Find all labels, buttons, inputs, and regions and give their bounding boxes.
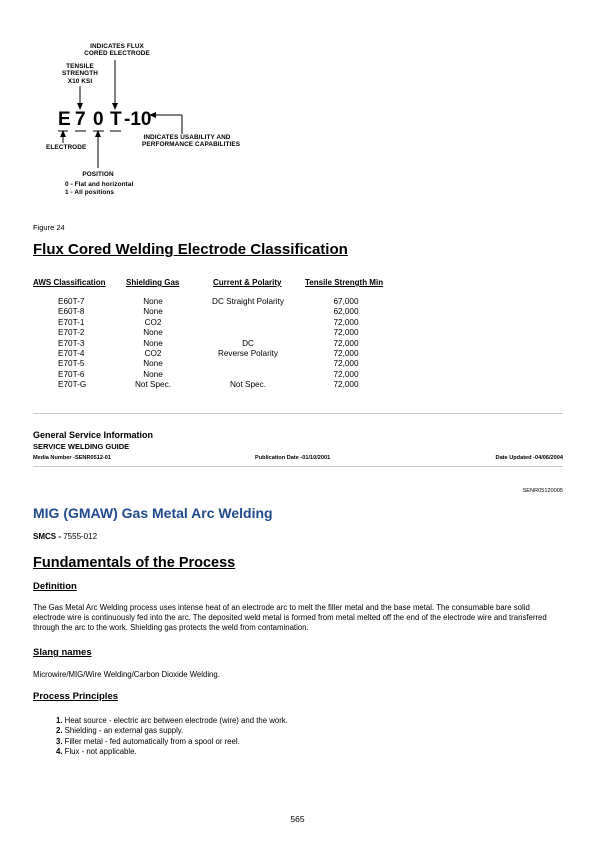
table-cell: E70T-6 (58, 369, 85, 379)
table-cell: CO2 (144, 349, 162, 358)
position-item-flat: 0 - Flat and horizontal (65, 181, 134, 188)
position-label: POSITION (82, 171, 114, 178)
table-cell: Reverse Polarity (217, 349, 279, 358)
tensile-strength-label: TENSILE STRENGTH X10 KSI (62, 63, 98, 85)
list-item: 2. Shielding - an external gas supply. (56, 726, 184, 736)
table-cell: DC Straight Polarity (212, 297, 284, 306)
publication-date: Publication Date -01/10/2001 (255, 455, 331, 461)
table-cell: None (143, 359, 163, 369)
usability-label: INDICATES USABILITY AND PERFORMANCE CAPABILITIES (142, 134, 241, 149)
table-cell: E70T-5 (58, 359, 85, 369)
table-cell: E70T-3 (58, 338, 85, 348)
table-cell: None (143, 328, 163, 338)
slang-heading: Slang names (33, 647, 92, 658)
info-subtitle: SERVICE WELDING GUIDE (33, 442, 130, 451)
code-7: 7 (75, 109, 86, 130)
slang-text: Microwire/MIG/Wire Welding/Carbon Dioxide Welding. (33, 670, 220, 679)
info-divider (33, 466, 563, 467)
table-cell: None (143, 297, 163, 306)
flux-cored-label: INDICATES FLUX CORED ELECTRODE (84, 43, 150, 58)
code-t: T (110, 109, 122, 130)
table-cell: 72,000 (333, 380, 359, 390)
flux-section-title: Flux Cored Welding Electrode Classification (33, 241, 348, 258)
table-cell: 72,000 (333, 328, 359, 338)
table-cell: DC (242, 338, 254, 348)
page-number: 565 (290, 814, 305, 824)
table-cell: None (143, 307, 163, 317)
table-cell: Not Spec. (230, 380, 266, 390)
fundamentals-title: Fundamentals of the Process (33, 555, 236, 571)
header-current: Current & Polarity (213, 278, 282, 287)
table-cell: Not Spec. (135, 380, 171, 390)
list-item: 1. Heat source - electric arc between electrode (wire) and the work. (56, 716, 288, 725)
info-title: General Service Information (33, 430, 154, 440)
figure-caption: Figure 24 (33, 223, 65, 232)
position-item-all: 1 - All positions (65, 189, 115, 196)
principles-heading: Process Principles (33, 691, 119, 702)
table-cell: 72,000 (333, 369, 359, 379)
table-cell: E70T-4 (58, 349, 85, 358)
smcs-label: SMCS - (33, 532, 61, 541)
principles-list (56, 716, 288, 758)
electrode-label: ELECTRODE (46, 144, 87, 151)
header-aws: AWS Classification (33, 278, 106, 287)
table-cell: 72,000 (333, 349, 359, 358)
table-cell: 62,000 (333, 307, 359, 317)
table-cell: E60T-8 (58, 307, 85, 317)
table-cell: E60T-7 (58, 297, 85, 306)
code-usability: -10 (124, 109, 152, 130)
table-cell: 72,000 (333, 359, 359, 369)
table-cell: 72,000 (333, 317, 359, 327)
table-cell: 72,000 (333, 338, 359, 348)
header-tensile: Tensile Strength Min (305, 278, 384, 287)
smcs-line (33, 532, 97, 541)
smcs-value: 7555-012 (61, 532, 98, 541)
document-id: SENR05120005 (522, 488, 563, 494)
table-cell: None (143, 369, 163, 379)
table-cell: None (143, 338, 163, 348)
date-updated: Date Updated -04/06/2004 (495, 455, 563, 461)
mig-title: MIG (GMAW) Gas Metal Arc Welding (33, 505, 273, 521)
table-cell: E70T-G (58, 380, 87, 390)
media-number: Media Number -SENR0512-01 (33, 455, 112, 461)
table-divider (33, 413, 563, 414)
table-cell: E70T-1 (58, 317, 85, 327)
header-gas: Shielding Gas (126, 278, 180, 287)
code-e: E (58, 109, 71, 130)
list-item: 4. Flux - not applicable. (56, 747, 137, 757)
list-item: 3. Filler metal - fed automatically from a spool or reel. (56, 736, 240, 746)
definition-text: The Gas Metal Arc Welding process uses intense heat of an electrode arc to melt the filler metal and the base metal. The consumable bare solid electrode wire is continuously fed into the arc. The deposited weld metal is formed from metal melted off the end of the electrode wire and transferred through the arc to the work. Shielding gas protects the weld from contamination. (33, 603, 547, 632)
table-cell: CO2 (144, 317, 162, 327)
code-0: 0 (93, 109, 104, 130)
table-cell: E70T-2 (58, 328, 85, 338)
definition-heading: Definition (33, 581, 77, 592)
electrode-classification-diagram (30, 30, 290, 210)
table-cell: 67,000 (333, 297, 359, 306)
